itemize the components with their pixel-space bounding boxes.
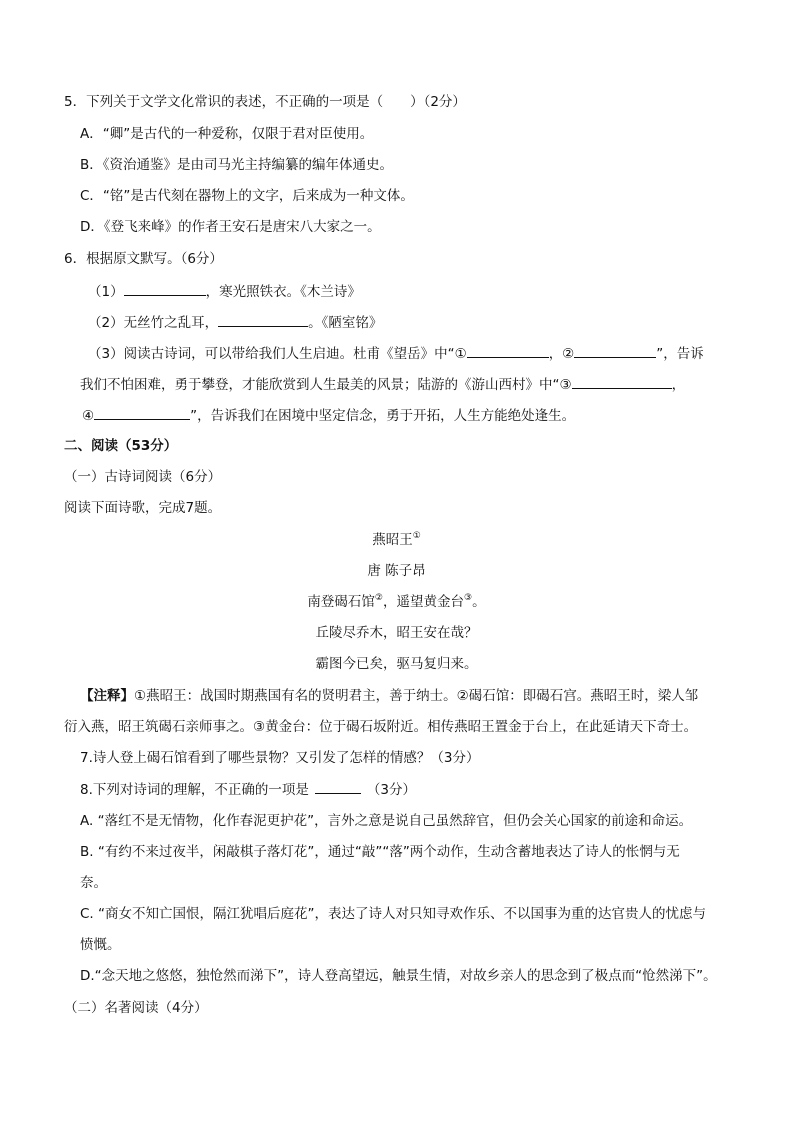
q8-option-b-line2: 奈。 [80, 875, 107, 891]
poem-author: 唐 陈子昂 [367, 563, 426, 579]
annotation-label: 【注释】 [80, 688, 134, 704]
reading-intro: 阅读下面诗歌，完成7题。 [64, 500, 222, 516]
q6-sub3-text-a: （3）阅读古诗词，可以带给我们人生启迪。杜甫《望岳》中“① [88, 346, 467, 362]
section-heading: 二、阅读（53分） [64, 438, 178, 454]
q6-sub3-text-b: ，② [548, 346, 575, 362]
q8-stem-text: 8.下列对诗词的理解，不正确的一项是 [80, 782, 309, 798]
q6-sub2 [88, 312, 382, 333]
q6-sub3-line1 [88, 343, 704, 364]
poem-line-1-b: ，遥望黄金台 [383, 594, 464, 610]
poem-line-1-c: 。 [472, 594, 486, 610]
poem-line-2: 丘陵尽乔木，昭王安在哉？ [315, 625, 478, 641]
q6-sub2-suffix: 。《陋室铭》 [308, 315, 383, 331]
poem-line-1 [0, 592, 793, 612]
q6-sub1-suffix: ，寒光照铁衣。《木兰诗》 [205, 284, 361, 300]
q6-sub3-text-d: 我们不怕困难，勇于攀登，才能欣赏到人生最美的风景；陆游的《游山西村》中“③ [80, 377, 572, 393]
q8-option-a: A. “落红不是无情物，化作春泥更护花”，言外之意是说自己虽然辞官，但仍会关心国家的前途和命运。 [80, 813, 693, 829]
answer-blank-3-1[interactable] [467, 343, 549, 358]
q5-option-c: C．“铭”是古代刻在器物上的文字，后来成为一种文体。 [80, 188, 414, 204]
q6-sub3-text-g: ”，告诉我们在困境中坚定信念，勇于开拓，人生方能绝处逢生。 [190, 408, 576, 424]
q6-stem: 6．根据原文默写。（6分） [64, 251, 223, 267]
subsection-heading-2: （二）名著阅读（4分） [64, 1000, 208, 1016]
q6-sub3-text-c: ”，告诉 [656, 346, 704, 362]
poem-title-text: 燕昭王 [372, 532, 413, 548]
q5-option-a: A．“卿”是古代的一种爱称，仅限于君对臣使用。 [80, 126, 374, 142]
answer-blank-3-4[interactable] [94, 405, 190, 420]
q6-sub3-text-f: ④ [82, 408, 95, 424]
annotation-line-1 [80, 686, 698, 706]
answer-blank-q8[interactable] [315, 779, 361, 794]
answer-blank-2[interactable] [218, 312, 308, 327]
footnote-marker: ③ [464, 593, 473, 603]
q5-stem: 5．下列关于文学文化常识的表述，不正确的一项是（ ）（2分） [64, 94, 466, 110]
answer-blank-3-3[interactable] [572, 374, 672, 389]
subsection-heading-1: （一）古诗词阅读（6分） [64, 469, 222, 485]
q8-option-d: D.“念天地之悠悠，独怆然而涕下”，诗人登高望远，触景生情，对故乡亲人的思念到了极点而“怆然涕下”。 [80, 968, 717, 984]
answer-blank-1[interactable] [124, 281, 206, 296]
q8-stem [80, 779, 416, 800]
q8-score: （3分） [366, 782, 416, 798]
q8-option-c-line2: 愤慨。 [80, 937, 121, 953]
q8-option-c-line1: C. “商女不知亡国恨，隔江犹唱后庭花”，表达了诗人对只知寻欢作乐、不以国事为重的达官贵人的忧虑与 [80, 906, 706, 922]
footnote-marker: ① [412, 531, 421, 541]
q5-option-b: B．《资治通鉴》是由司马光主持编纂的编年体通史。 [80, 157, 394, 173]
footnote-marker: ② [374, 593, 383, 603]
q8-option-b-line1: B. “有约不来过夜半，闲敲棋子落灯花”，通过“敲”“落”两个动作，生动含蓄地表达了诗人的怅惘与无 [80, 844, 680, 860]
q6-sub3-line3 [82, 405, 575, 426]
poem-line-1-a: 南登碣石馆 [307, 594, 375, 610]
annotation-line-2: 衍入燕，昭王筑碣石亲师事之。③黄金台：位于碣石坂附近。相传燕昭王置金于台上，在此延请天下奇士。 [64, 719, 698, 735]
q6-sub3-line2 [80, 374, 685, 395]
answer-blank-3-2[interactable] [574, 343, 656, 358]
q6-sub2-prefix: （2）无丝竹之乱耳， [88, 315, 219, 331]
q5-option-d: D．《登飞来峰》的作者王安石是唐宋八大家之一。 [80, 219, 381, 235]
annotation-text-1: ①燕昭王：战国时期燕国有名的贤明君主，善于纳士。②碣石馆：即碣石宫。燕昭王时，梁人邹 [134, 688, 699, 704]
poem-title [0, 530, 793, 550]
poem-line-3: 霸图今已矣，驱马复归来。 [315, 656, 478, 672]
q6-sub1 [88, 281, 361, 302]
q6-sub3-text-e: ， [671, 377, 686, 393]
q6-sub1-prefix: （1） [88, 284, 124, 300]
q7-stem: 7.诗人登上碣石馆看到了哪些景物？又引发了怎样的情感？（3分） [80, 750, 480, 766]
